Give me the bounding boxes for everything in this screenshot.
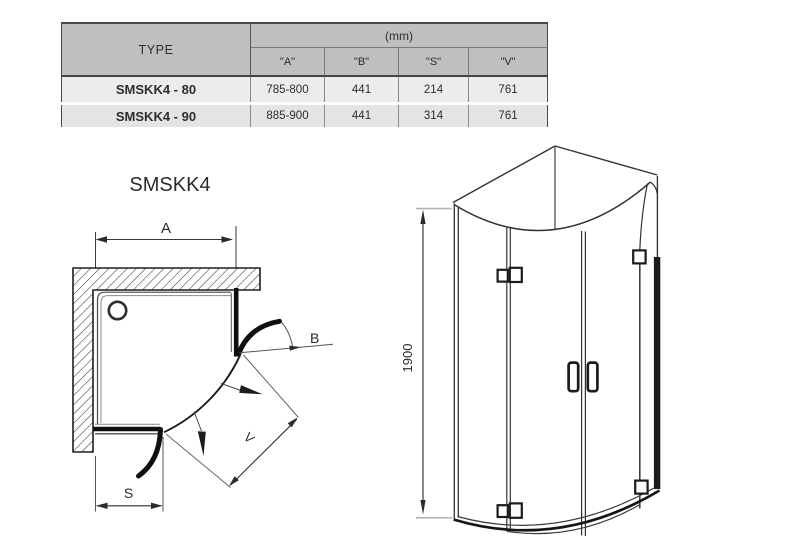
swing-arrow-bottom — [194, 412, 206, 457]
door-bottom-open — [139, 430, 161, 477]
dimension-v — [166, 355, 299, 488]
frame-right — [654, 176, 660, 489]
hinge-left-top-plate — [510, 268, 522, 282]
hinge-left-bottom-plate — [510, 503, 522, 517]
type-column-header: TYPE — [62, 23, 251, 76]
glass-panels — [454, 184, 647, 537]
dim-a-label: A — [160, 220, 172, 237]
fixed-panel-bottom — [93, 424, 161, 434]
hinge-right-bottom — [635, 481, 647, 494]
plan-view-title: SMSKK4 — [129, 174, 211, 196]
handle-right — [588, 363, 598, 392]
hinge-right-top — [633, 250, 645, 263]
model-name: SMSKK4 - 80 — [62, 76, 251, 104]
top-fan — [453, 146, 658, 230]
value-a: 885-900 — [251, 104, 325, 128]
value-s: 314 — [399, 104, 469, 128]
door-right-open — [239, 321, 280, 353]
column-header-a: "A" — [251, 48, 325, 77]
hinge-left-top — [498, 270, 508, 282]
value-v: 761 — [469, 76, 548, 104]
column-header-v: "V" — [469, 48, 548, 77]
unit-header: (mm) — [251, 23, 548, 48]
value-b: 441 — [325, 76, 399, 104]
dim-v-label: V — [240, 429, 258, 447]
handle-left — [569, 363, 579, 392]
column-header-b: "B" — [325, 48, 399, 77]
door-swing-arc — [164, 355, 240, 433]
fixed-panel-right — [231, 288, 236, 357]
door-handles — [569, 363, 598, 392]
perspective-view — [400, 146, 660, 536]
drain-icon — [109, 302, 126, 319]
shower-tray — [98, 292, 232, 424]
dim-s-label: S — [123, 485, 134, 501]
dim-b-label: B — [310, 330, 320, 346]
value-v: 761 — [469, 104, 548, 128]
column-header-s: "S" — [399, 48, 469, 77]
height-label: 1900 — [400, 343, 415, 373]
value-a: 785-800 — [251, 76, 325, 104]
value-s: 214 — [399, 76, 469, 104]
plan-view — [73, 174, 333, 512]
hinge-left-bottom — [498, 505, 508, 517]
value-b: 441 — [325, 104, 399, 128]
dimension-height — [416, 209, 452, 518]
swing-arrow-right — [221, 384, 263, 395]
bottom-rim — [454, 488, 660, 534]
model-name: SMSKK4 - 90 — [62, 104, 251, 128]
